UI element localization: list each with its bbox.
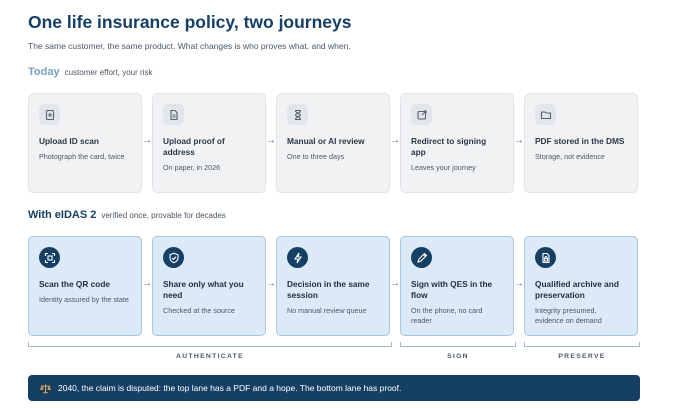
page-subtitle: The same customer, the same product. What changes is who proves what, and when. bbox=[28, 41, 351, 51]
step-desc: Photograph the card, twice bbox=[39, 151, 125, 161]
today-step-upload-id bbox=[28, 93, 142, 193]
hourglass-icon bbox=[287, 104, 308, 125]
external-link-icon bbox=[411, 104, 432, 125]
step-title: Decision in the same session bbox=[287, 279, 370, 300]
eidas-lane-label bbox=[28, 209, 226, 221]
arrow-icon: → bbox=[266, 278, 276, 289]
step-title: Share only what you need bbox=[163, 279, 244, 300]
eidas-step-scan-qr bbox=[28, 236, 142, 336]
arrow-icon: → bbox=[390, 135, 400, 146]
eidas-sublabel: verified once, provable for decades bbox=[101, 211, 226, 220]
step-desc: Storage, not evidence bbox=[535, 151, 605, 161]
eidas-step-share bbox=[152, 236, 266, 336]
step-title: Upload proof of address bbox=[163, 136, 225, 157]
preserve-bracket bbox=[524, 342, 640, 347]
arrow-icon: → bbox=[142, 135, 152, 146]
arrow-icon: → bbox=[390, 278, 400, 289]
step-title: Qualified archive and preservation bbox=[535, 279, 619, 300]
step-desc: Identity assured by the state bbox=[39, 294, 129, 304]
eidas-lane bbox=[28, 236, 640, 336]
step-title: Upload ID scan bbox=[39, 136, 99, 146]
step-desc: On the phone, no card reader bbox=[411, 305, 483, 325]
step-desc: Leaves your journey bbox=[411, 162, 476, 172]
eidas-step-decision bbox=[276, 236, 390, 336]
eidas-label: With eIDAS 2 bbox=[28, 209, 97, 221]
step-title: PDF stored in the DMS bbox=[535, 136, 625, 146]
step-title: Scan the QR code bbox=[39, 279, 111, 289]
sign-bracket bbox=[400, 342, 516, 347]
step-desc: No manual review queue bbox=[287, 305, 367, 315]
footer-banner bbox=[28, 375, 640, 401]
phase-preserve: PRESERVE bbox=[558, 353, 606, 360]
today-step-pdf-stored bbox=[524, 93, 638, 193]
today-lane bbox=[28, 93, 640, 193]
step-desc: Checked at the source bbox=[163, 305, 235, 315]
lock-file-icon bbox=[535, 247, 556, 268]
document-icon bbox=[163, 104, 184, 125]
qr-scan-icon bbox=[39, 247, 60, 268]
phase-sign: SIGN bbox=[447, 353, 469, 360]
today-lane-label bbox=[28, 66, 152, 78]
step-desc: Integrity presumed, evidence on demand bbox=[535, 305, 602, 325]
upload-icon bbox=[39, 104, 60, 125]
scales-icon bbox=[40, 383, 51, 394]
step-title: Sign with QES in the flow bbox=[411, 279, 493, 300]
step-desc: On paper, in 2026 bbox=[163, 162, 221, 172]
authenticate-bracket bbox=[28, 342, 392, 347]
footer-text: 2040, the claim is disputed: the top lane has a PDF and a hope. The bottom lane has proof. bbox=[58, 383, 402, 393]
arrow-icon: → bbox=[266, 135, 276, 146]
today-step-redirect-signing bbox=[400, 93, 514, 193]
arrow-icon: → bbox=[142, 278, 152, 289]
today-sublabel: customer effort, your risk bbox=[64, 68, 153, 77]
today-step-proof-of-address bbox=[152, 93, 266, 193]
phase-authenticate: AUTHENTICATE bbox=[176, 353, 244, 360]
today-step-manual-review bbox=[276, 93, 390, 193]
eidas-step-archive bbox=[524, 236, 638, 336]
folder-icon bbox=[535, 104, 556, 125]
eidas-step-sign-qes bbox=[400, 236, 514, 336]
lightning-icon bbox=[287, 247, 308, 268]
step-title: Redirect to signing app bbox=[411, 136, 487, 157]
shield-check-icon bbox=[163, 247, 184, 268]
page-title: One life insurance policy, two journeys bbox=[28, 12, 352, 32]
step-desc: One to three days bbox=[287, 151, 345, 161]
today-label: Today bbox=[28, 66, 60, 78]
step-title: Manual or AI review bbox=[287, 136, 365, 146]
arrow-icon: → bbox=[514, 135, 524, 146]
arrow-icon: → bbox=[514, 278, 524, 289]
pen-icon bbox=[411, 247, 432, 268]
